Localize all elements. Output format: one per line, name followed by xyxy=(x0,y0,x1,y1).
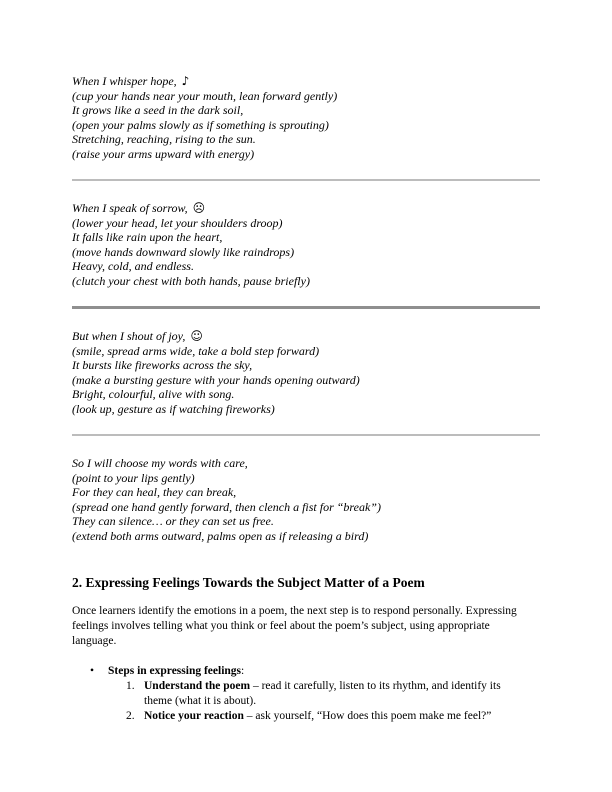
steps-list xyxy=(72,664,540,724)
poem-line: Stretching, reaching, rising to the sun. xyxy=(72,132,256,146)
poem-line: (open your palms slowly as if something is sprouting) xyxy=(72,117,329,132)
poem-line: (move hands downward slowly like raindrops) xyxy=(72,244,295,259)
intro-line: language. xyxy=(72,635,117,647)
poem-line xyxy=(72,329,540,344)
poem-stanza-hope xyxy=(72,74,540,161)
intro-line: feelings involves telling what you think or feel about the poem’s subject, using appropriate xyxy=(72,620,490,632)
poem-line: (spread one hand gently forward, then clench a fist for “break”) xyxy=(72,499,381,514)
step-number: 2. xyxy=(126,710,135,722)
poem-line-text: When I speak of sorrow, xyxy=(72,201,188,215)
stanza-divider xyxy=(72,434,540,436)
poem-line: Bright, colourful, alive with song. xyxy=(72,387,235,401)
poem-line: They can silence… or they can set us free. xyxy=(72,514,274,528)
steps-label: Steps in expressing feelings xyxy=(108,665,242,677)
poem-line: (clutch your chest with both hands, pause briefly) xyxy=(72,273,310,288)
step-text xyxy=(144,709,491,724)
poem-line: (extend both arms outward, palms open as if releasing a bird) xyxy=(72,528,369,543)
poem-line xyxy=(72,74,540,89)
poem-section xyxy=(72,74,540,543)
poem-line: Heavy, cold, and endless. xyxy=(72,259,194,273)
sad-face-icon: ☹ xyxy=(192,201,206,215)
music-note-icon: ♪ xyxy=(181,74,190,88)
step-number: 1. xyxy=(126,680,135,692)
step-rest: theme (what it is about). xyxy=(144,695,257,707)
stanza-divider xyxy=(72,306,540,309)
poem-stanza-joy xyxy=(72,329,540,416)
steps-label-wrap xyxy=(108,664,244,679)
poem-line: (point to your lips gently) xyxy=(72,470,195,485)
section-heading: 2. Expressing Feelings Towards the Subject Matter of a Poem xyxy=(72,575,425,590)
step-lead: Understand the poem xyxy=(144,680,251,692)
poem-stanza-closing xyxy=(72,456,540,543)
intro-paragraph xyxy=(72,604,540,649)
poem-line: (raise your arms upward with energy) xyxy=(72,146,255,161)
poem-line: It falls like rain upon the heart, xyxy=(72,230,223,244)
poem-line-text: When I whisper hope, xyxy=(72,74,177,88)
poem-line xyxy=(72,201,540,216)
step-rest: – read it carefully, listen to its rhythm, and identify its xyxy=(250,680,501,692)
smiling-face-icon: ☺ xyxy=(190,329,203,343)
step-rest: – ask yourself, “How does this poem make me feel?” xyxy=(243,710,492,722)
poem-line: It bursts like fireworks across the sky, xyxy=(72,358,253,372)
step-item-1 xyxy=(126,679,540,709)
poem-line: It grows like a seed in the dark soil, xyxy=(72,103,244,117)
poem-line: (look up, gesture as if watching fireworks) xyxy=(72,401,275,416)
poem-line: For they can heal, they can break, xyxy=(72,485,237,499)
poem-line: (cup your hands near your mouth, lean forward gently) xyxy=(72,88,338,103)
steps-label-colon: : xyxy=(241,665,245,677)
bullet-icon: • xyxy=(90,665,95,677)
step-item-2 xyxy=(126,709,540,724)
intro-line: Once learners identify the emotions in a poem, the next step is to respond personally. Expressing xyxy=(72,605,517,617)
steps-bullet-item xyxy=(90,664,540,679)
step-text xyxy=(144,679,501,709)
step-lead: Notice your reaction xyxy=(144,710,244,722)
poem-stanza-sorrow xyxy=(72,201,540,288)
stanza-divider xyxy=(72,179,540,181)
poem-line: (smile, spread arms wide, take a bold step forward) xyxy=(72,343,320,358)
poem-line: (lower your head, let your shoulders droop) xyxy=(72,215,283,230)
poem-line-text: But when I shout of joy, xyxy=(72,329,186,343)
poem-line: (make a bursting gesture with your hands opening outward) xyxy=(72,372,360,387)
poem-line: So I will choose my words with care, xyxy=(72,456,248,470)
